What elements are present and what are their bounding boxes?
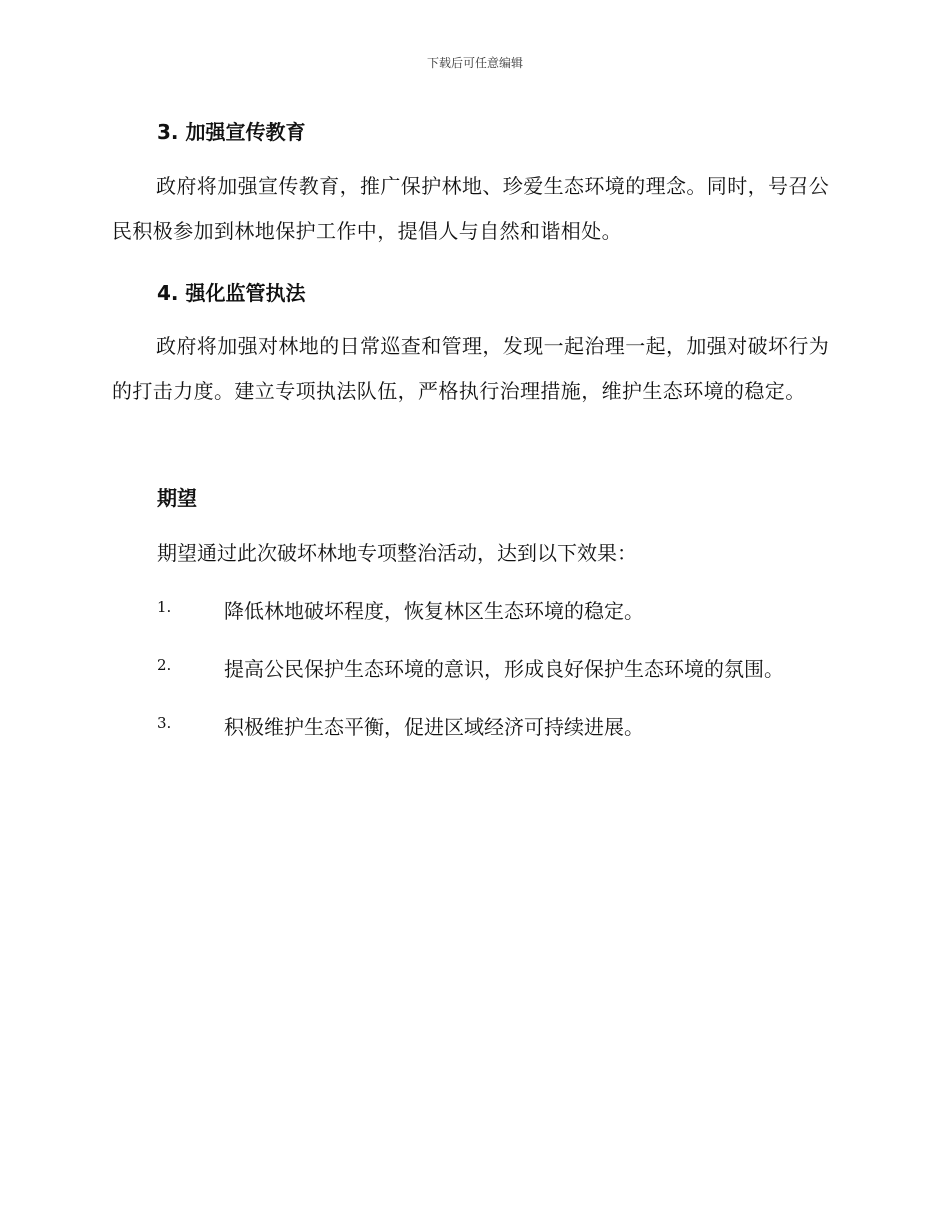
expectation-heading: 期望 bbox=[157, 486, 197, 510]
section-heading-4: 4. 强化监管执法 bbox=[157, 281, 306, 305]
list-item-number-3: 3. bbox=[157, 714, 172, 732]
list-item-text-3: 积极维护生态平衡，促进区域经济可持续进展。 bbox=[224, 715, 644, 739]
list-item-text-1: 降低林地破坏程度，恢复林区生态环境的稳定。 bbox=[224, 599, 644, 623]
section-paragraph-3: 政府将加强宣传教育，推广保护林地、珍爱生态环境的理念。同时，号召公民积极参加到林地保护工作中，提倡人与自然和谐相处。 bbox=[112, 174, 830, 243]
expectation-intro: 期望通过此次破坏林地专项整治活动，达到以下效果： bbox=[157, 541, 637, 565]
section-paragraph-4: 政府将加强对林地的日常巡查和管理，发现一起治理一起，加强对破坏行为的打击力度。建立专项执法队伍，严格执行治理措施，维护生态环境的稳定。 bbox=[112, 334, 830, 403]
section-heading-3: 3. 加强宣传教育 bbox=[157, 120, 306, 144]
list-item-text-2: 提高公民保护生态环境的意识，形成良好保护生态环境的氛围。 bbox=[224, 657, 784, 681]
list-item-number-2: 2. bbox=[157, 656, 172, 674]
page-header-note: 下载后可任意编辑 bbox=[426, 56, 523, 70]
list-item-number-1: 1. bbox=[157, 598, 172, 616]
